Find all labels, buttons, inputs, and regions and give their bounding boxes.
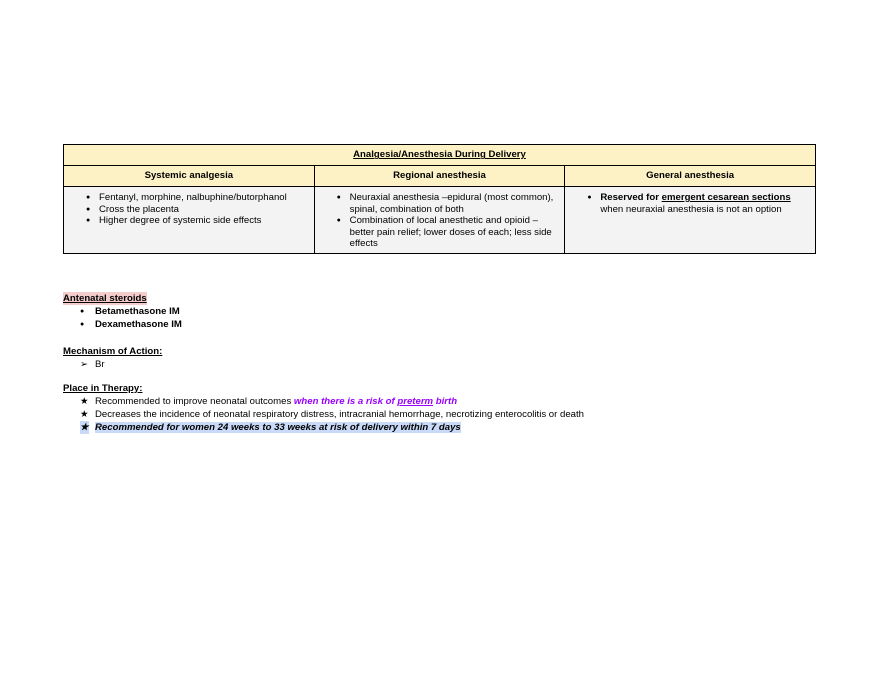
col-header-systemic: Systemic analgesia <box>64 166 315 187</box>
list-item: ★ Recommended to improve neonatal outcomes when there is a risk of preterm birth <box>80 396 458 407</box>
list-item: ● Betamethasone IM <box>80 306 180 317</box>
list-item: ● Cross the placenta <box>86 204 308 216</box>
list-item: ● Fentanyl, morphine, nalbuphine/butorphanol <box>86 192 308 204</box>
col-header-regional: Regional anesthesia <box>314 166 565 187</box>
systemic-cell <box>64 187 315 254</box>
reserved-prefix: Reserved for <box>600 192 662 203</box>
star-icon: ★ <box>80 422 89 433</box>
list-item: ★ Decreases the incidence of neonatal respiratory distress, intracranial hemorrhage, necrotizing enterocolitis or death <box>80 409 585 420</box>
col-header-general: General anesthesia <box>565 166 816 187</box>
therapy-title: Place in Therapy: <box>63 383 143 394</box>
star-icon: ★ <box>80 396 89 407</box>
reserved-suffix: when neuraxial anesthesia is not an option <box>600 203 782 215</box>
emergent-cesarean-text: emergent cesarean sections <box>661 192 791 203</box>
list-item: ➢ Br <box>80 359 105 370</box>
list-item: ● Neuraxial anesthesia –epidural (most common), spinal, combination of both <box>337 192 559 215</box>
table-title: Analgesia/Anesthesia During Delivery <box>64 145 816 166</box>
mechanism-title: Mechanism of Action: <box>63 346 163 357</box>
arrowhead-icon: ➢ <box>80 359 89 370</box>
star-icon: ★ <box>80 409 89 420</box>
list-item: ★ Recommended for women 24 weeks to 33 weeks at risk of delivery within 7 days <box>80 422 461 433</box>
bullet-icon: ● <box>80 321 85 328</box>
mechanism-section <box>63 345 162 371</box>
list-item <box>587 192 809 215</box>
regional-cell <box>314 187 565 254</box>
list-item: ● Dexamethasone IM <box>80 319 182 330</box>
bullet-icon: ● <box>80 308 85 315</box>
list-item: ● Higher degree of systemic side effects <box>86 215 308 227</box>
list-item: ● Combination of local anesthetic and opioid –better pain relief; lower doses of each; less side effects <box>337 215 559 250</box>
analgesia-table <box>63 144 816 254</box>
therapy-section <box>63 382 584 434</box>
general-cell <box>565 187 816 254</box>
antenatal-section <box>63 292 182 331</box>
antenatal-title: Antenatal steroids <box>63 293 147 304</box>
